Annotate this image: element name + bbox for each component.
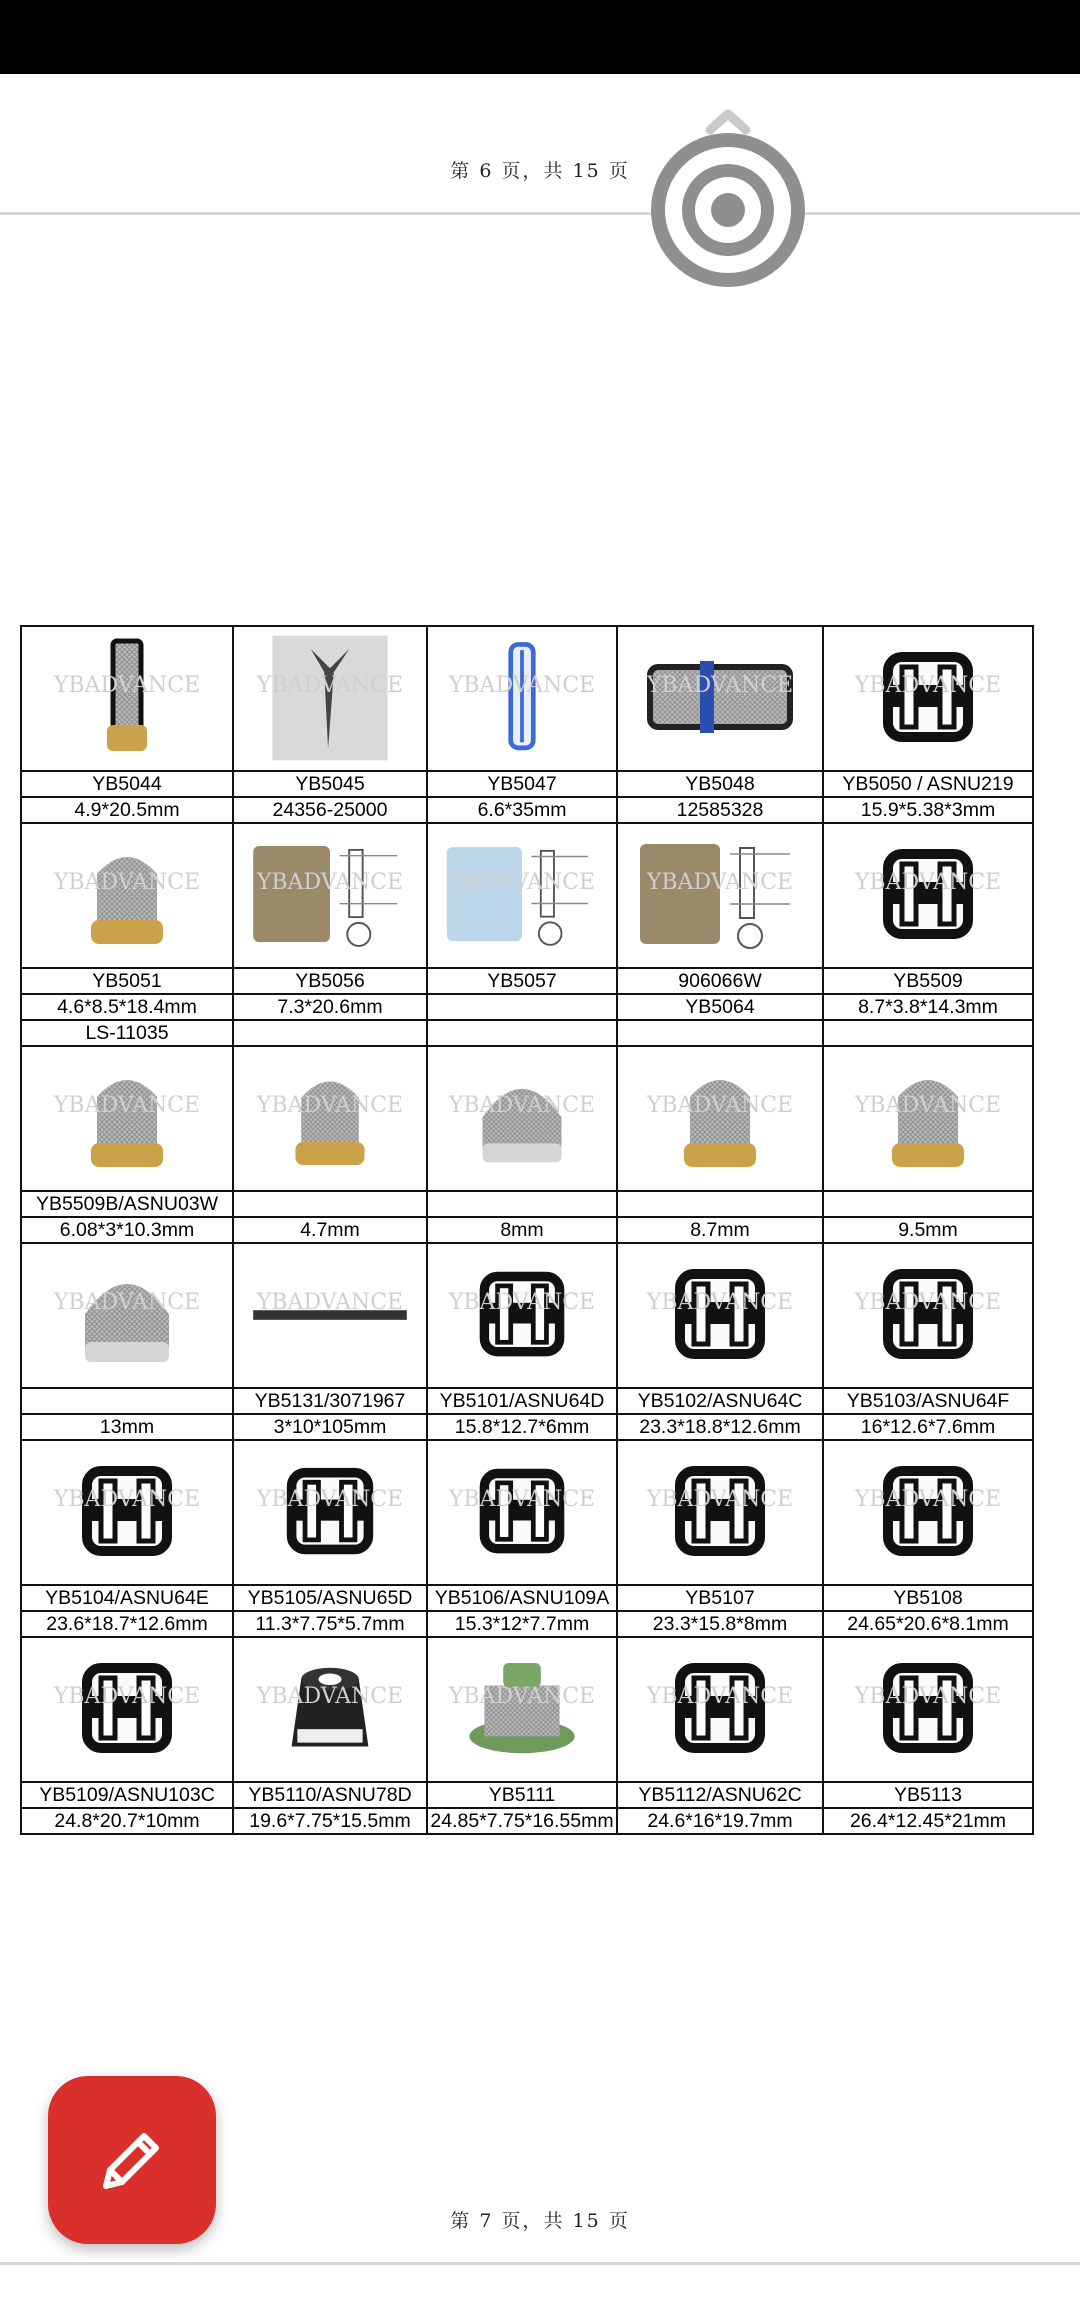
product-code-cell: YB5107 xyxy=(617,1585,823,1611)
product-image-cell xyxy=(233,1243,427,1388)
product-code-cell xyxy=(427,1191,617,1217)
product-spec-cell: 16*12.6*7.6mm xyxy=(823,1414,1033,1440)
product-code-cell: YB5050 / ASNU219 xyxy=(823,771,1033,797)
angled-basket-filter-icon xyxy=(824,627,1032,770)
watermark-text: YBADVANCE xyxy=(448,1487,596,1512)
product-label-row xyxy=(21,994,1033,1020)
product-code-cell: YB5109/ASNU103C xyxy=(21,1782,233,1808)
product-spec-cell: 15.8*12.7*6mm xyxy=(427,1414,617,1440)
product-code-cell: YB5105/ASNU65D xyxy=(233,1585,427,1611)
product-image-cell xyxy=(427,1440,617,1585)
watermark-text: YBADVANCE xyxy=(646,1290,794,1315)
product-label-row xyxy=(21,1808,1033,1834)
watermark-text: YBADVANCE xyxy=(448,673,596,698)
product-label-row xyxy=(21,797,1033,823)
watermark-text: YBADVANCE xyxy=(53,1093,201,1118)
product-image-cell xyxy=(233,823,427,968)
watermark-text: YBADVANCE xyxy=(646,1093,794,1118)
steel-mesh-cap-icon xyxy=(22,1244,232,1387)
product-spec-cell: 24.8*20.7*10mm xyxy=(21,1808,233,1834)
product-code-cell: YB5051 xyxy=(21,968,233,994)
product-image-cell xyxy=(21,1046,233,1191)
product-code-cell: YB5057 xyxy=(427,968,617,994)
watermark-text: YBADVANCE xyxy=(854,1290,1002,1315)
product-code-cell: YB5509B/ASNU03W xyxy=(21,1191,233,1217)
watermark-text: YBADVANCE xyxy=(448,1093,596,1118)
watermark-text: YBADVANCE xyxy=(646,870,794,895)
product-catalog-table xyxy=(20,625,1034,1835)
product-image-cell xyxy=(21,1637,233,1782)
status-bar xyxy=(0,0,1080,74)
product-code-cell: YB5110/ASNU78D xyxy=(233,1782,427,1808)
product-spec-cell xyxy=(823,1020,1033,1046)
basket-filter-ring-icon xyxy=(824,1244,1032,1387)
product-spec-cell: 6.6*35mm xyxy=(427,797,617,823)
product-image-cell xyxy=(233,1440,427,1585)
product-code-cell: YB5047 xyxy=(427,771,617,797)
product-code-cell: YB5101/ASNU64D xyxy=(427,1388,617,1414)
watermark-text: YBADVANCE xyxy=(854,1684,1002,1709)
product-code-cell: 906066W xyxy=(617,968,823,994)
tall-basket-filter-icon xyxy=(22,1638,232,1781)
product-image-cell xyxy=(617,1243,823,1388)
product-image-cell xyxy=(823,1637,1033,1782)
product-code-cell: YB5113 xyxy=(823,1782,1033,1808)
product-image-cell xyxy=(617,626,823,771)
product-spec-cell xyxy=(427,1020,617,1046)
product-code-cell xyxy=(823,1191,1033,1217)
watermark-text: YBADVANCE xyxy=(646,1487,794,1512)
page-indicator-bottom: 第 7 页，共 15 页 xyxy=(450,2210,630,2232)
brass-mesh-cap-4.7-icon xyxy=(234,1047,426,1190)
basket-filter-ring-icon xyxy=(428,1244,616,1387)
watermark-text: YBADVANCE xyxy=(854,1487,1002,1512)
brass-mesh-cap-9.5-icon xyxy=(824,1047,1032,1190)
product-spec-cell: 23.3*18.8*12.6mm xyxy=(617,1414,823,1440)
product-label-row xyxy=(21,1020,1033,1046)
product-image-cell xyxy=(617,1440,823,1585)
product-label-row xyxy=(21,1611,1033,1637)
product-label-row xyxy=(21,771,1033,797)
product-image-row xyxy=(21,823,1033,968)
product-spec-cell: 24.85*7.75*16.55mm xyxy=(427,1808,617,1834)
watermark-text: YBADVANCE xyxy=(854,870,1002,895)
brass-cup-filters-icon xyxy=(22,1047,232,1190)
product-spec-cell: LS-11035 xyxy=(21,1020,233,1046)
brass-filters-drawing-icon xyxy=(234,824,426,967)
watermark-text: YBADVANCE xyxy=(256,1093,404,1118)
product-image-cell xyxy=(427,626,617,771)
product-image-row xyxy=(21,626,1033,771)
product-image-row xyxy=(21,1637,1033,1782)
product-spec-cell: 13mm xyxy=(21,1414,233,1440)
page-indicator-top: 第 6 页，共 15 页 xyxy=(450,160,630,182)
product-spec-cell: 23.6*18.7*12.6mm xyxy=(21,1611,233,1637)
blue-tube-filter-icon xyxy=(428,627,616,770)
product-label-row xyxy=(21,1585,1033,1611)
product-code-cell: YB5045 xyxy=(233,771,427,797)
watermark-text: YBADVANCE xyxy=(256,1487,404,1512)
product-image-cell xyxy=(427,823,617,968)
black-cap-filter-icon xyxy=(234,1638,426,1781)
product-code-cell: YB5106/ASNU109A xyxy=(427,1585,617,1611)
watermark-text: YBADVANCE xyxy=(448,1290,596,1315)
watermark-text: YBADVANCE xyxy=(646,673,794,698)
green-gear-filter-icon xyxy=(428,1638,616,1781)
product-image-cell xyxy=(427,1243,617,1388)
product-spec-cell xyxy=(427,994,617,1020)
product-label-row xyxy=(21,1217,1033,1243)
product-spec-cell: 11.3*7.75*5.7mm xyxy=(233,1611,427,1637)
product-image-cell xyxy=(233,1046,427,1191)
product-code-cell: YB5103/ASNU64F xyxy=(823,1388,1033,1414)
product-code-cell: YB5056 xyxy=(233,968,427,994)
twin-basket-filter-icon xyxy=(234,1441,426,1584)
watermark-text: YBADVANCE xyxy=(53,870,201,895)
product-spec-cell xyxy=(617,1020,823,1046)
watermark-text: YBADVANCE xyxy=(53,673,201,698)
product-image-row xyxy=(21,1243,1033,1388)
product-spec-cell: 26.4*12.45*21mm xyxy=(823,1808,1033,1834)
product-label-row xyxy=(21,968,1033,994)
product-spec-cell: 9.5mm xyxy=(823,1217,1033,1243)
watermark-text: YBADVANCE xyxy=(256,673,404,698)
watermark-text: YBADVANCE xyxy=(448,1684,596,1709)
pencil-icon xyxy=(92,2120,172,2200)
product-spec-cell: 7.3*20.6mm xyxy=(233,994,427,1020)
product-spec-cell: 23.3*15.8*8mm xyxy=(617,1611,823,1637)
edit-annotate-button[interactable] xyxy=(48,2076,216,2244)
product-image-cell xyxy=(427,1637,617,1782)
product-code-cell xyxy=(21,1388,233,1414)
watermark-text: YBADVANCE xyxy=(854,1093,1002,1118)
product-image-cell xyxy=(617,823,823,968)
product-spec-cell: 4.9*20.5mm xyxy=(21,797,233,823)
watermark-text: YBADVANCE xyxy=(256,1684,404,1709)
product-image-cell xyxy=(823,1046,1033,1191)
watermark-text: YBADVANCE xyxy=(53,1290,201,1315)
mesh-basket-filter-icon xyxy=(428,1441,616,1584)
watermark-text: YBADVANCE xyxy=(646,1684,794,1709)
product-label-row xyxy=(21,1388,1033,1414)
brass-base-mesh-filter-icon xyxy=(22,824,232,967)
product-image-cell xyxy=(21,1440,233,1585)
watermark-text: YBADVANCE xyxy=(53,1487,201,1512)
product-image-cell xyxy=(233,626,427,771)
product-label-row xyxy=(21,1782,1033,1808)
product-spec-cell: 24.65*20.6*8.1mm xyxy=(823,1611,1033,1637)
product-image-cell xyxy=(823,626,1033,771)
product-spec-cell xyxy=(233,1020,427,1046)
scroll-to-top-target-icon[interactable] xyxy=(648,106,808,288)
product-image-cell xyxy=(21,626,233,771)
product-image-row xyxy=(21,1440,1033,1585)
conical-filter-drawing-icon xyxy=(618,824,822,967)
product-code-cell: YB5102/ASNU64C xyxy=(617,1388,823,1414)
stacked-basket-filter-icon xyxy=(824,1638,1032,1781)
watermark-text: YBADVANCE xyxy=(854,673,1002,698)
watermark-text: YBADVANCE xyxy=(256,870,404,895)
product-image-cell xyxy=(823,1440,1033,1585)
product-code-cell: YB5509 xyxy=(823,968,1033,994)
product-image-cell xyxy=(427,1046,617,1191)
product-spec-cell: 8.7*3.8*14.3mm xyxy=(823,994,1033,1020)
flat-strip-filter-icon xyxy=(234,1244,426,1387)
product-spec-cell: 19.6*7.75*15.5mm xyxy=(233,1808,427,1834)
product-image-row xyxy=(21,1046,1033,1191)
product-code-cell: YB5104/ASNU64E xyxy=(21,1585,233,1611)
basket-filter-ring-icon xyxy=(22,1441,232,1584)
product-spec-cell: 8.7mm xyxy=(617,1217,823,1243)
product-image-cell xyxy=(617,1637,823,1782)
white-cap-filter-drawing-icon xyxy=(428,824,616,967)
product-image-cell xyxy=(617,1046,823,1191)
product-image-cell xyxy=(823,1243,1033,1388)
product-spec-cell: 4.7mm xyxy=(233,1217,427,1243)
basket-filter-ring-icon xyxy=(618,1244,822,1387)
dark-mesh-filter-icon xyxy=(22,627,232,770)
watermark-text: YBADVANCE xyxy=(448,870,596,895)
watermark-text: YBADVANCE xyxy=(53,1684,201,1709)
product-spec-cell: 15.3*12*7.7mm xyxy=(427,1611,617,1637)
mesh-dome-8-icon xyxy=(428,1047,616,1190)
mesh-basket-filter-icon xyxy=(618,1638,822,1781)
product-code-cell: YB5044 xyxy=(21,771,233,797)
product-spec-cell: 12585328 xyxy=(617,797,823,823)
y-shaped-filter-icon xyxy=(234,627,426,770)
product-spec-cell: 15.9*5.38*3mm xyxy=(823,797,1033,823)
watermark-text: YBADVANCE xyxy=(256,1290,404,1315)
product-spec-cell: 6.08*3*10.3mm xyxy=(21,1217,233,1243)
spring-mesh-filter-icon xyxy=(824,824,1032,967)
product-label-row xyxy=(21,1191,1033,1217)
product-spec-cell: 8mm xyxy=(427,1217,617,1243)
brass-mesh-cap-8.7-icon xyxy=(618,1047,822,1190)
product-image-cell xyxy=(823,823,1033,968)
inline-cartridge-filter-icon xyxy=(618,627,822,770)
product-image-cell xyxy=(233,1637,427,1782)
flanged-basket-filter-icon xyxy=(618,1441,822,1584)
page-divider-bottom xyxy=(0,2262,1080,2265)
product-label-row xyxy=(21,1414,1033,1440)
product-code-cell xyxy=(233,1191,427,1217)
product-spec-cell: 24.6*16*19.7mm xyxy=(617,1808,823,1834)
product-code-cell xyxy=(617,1191,823,1217)
product-spec-cell: 24356-25000 xyxy=(233,797,427,823)
product-code-cell: YB5112/ASNU62C xyxy=(617,1782,823,1808)
product-image-cell xyxy=(21,1243,233,1388)
product-image-cell xyxy=(21,823,233,968)
basket-filter-ring-icon xyxy=(824,1441,1032,1584)
product-code-cell: YB5048 xyxy=(617,771,823,797)
product-code-cell: YB5111 xyxy=(427,1782,617,1808)
product-code-cell: YB5131/3071967 xyxy=(233,1388,427,1414)
product-spec-cell: 4.6*8.5*18.4mm xyxy=(21,994,233,1020)
product-spec-cell: 3*10*105mm xyxy=(233,1414,427,1440)
product-spec-cell: YB5064 xyxy=(617,994,823,1020)
product-code-cell: YB5108 xyxy=(823,1585,1033,1611)
page-divider-top xyxy=(0,212,1080,215)
